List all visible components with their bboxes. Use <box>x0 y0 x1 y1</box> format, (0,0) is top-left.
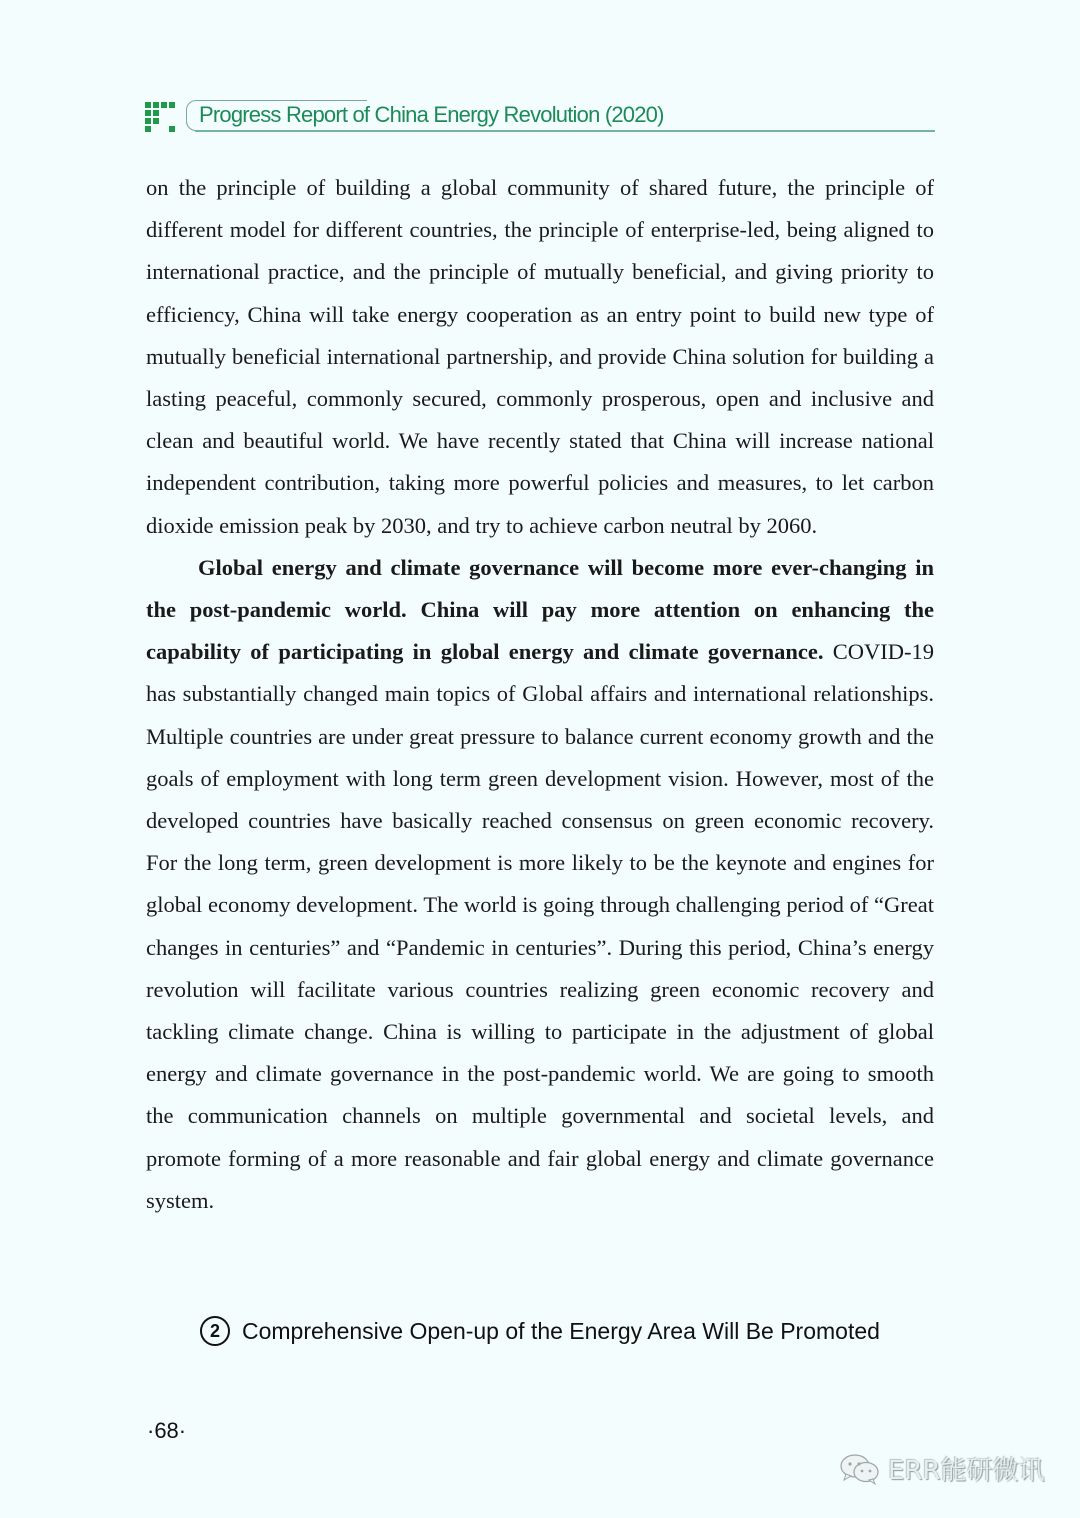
page-number: ·68· <box>147 1418 187 1443</box>
title-frame-corner <box>186 112 199 131</box>
header-title: Progress Report of China Energy Revolution (2020) <box>199 102 664 127</box>
header-rule <box>195 130 935 132</box>
section-number-circle: 2 <box>200 1316 230 1346</box>
section-heading-text: Comprehensive Open-up of the Energy Area Will Be Promoted <box>242 1317 880 1344</box>
wechat-icon <box>838 1452 882 1486</box>
body-text <box>146 167 934 1222</box>
paragraph-2-bold-lead: Global energy and climate governance will become more ever-changing in the post-pandemic world. China will pay more attention on enhancing the capability of participating in global energy and climate governance. <box>146 554 934 665</box>
running-header <box>145 100 935 134</box>
paragraph-1-text: on the principle of building a global community of shared future, the principle of different model for different countries, the principle of enterprise-led, being aligned to international practice, and the principle of mutually beneficial, and giving priority to efficiency, China will take energy cooperation as an entry point to build new type of mutually beneficial international partnership, and provide China solution for building a lasting peaceful, commonly secured, commonly prosperous, open and inclusive and clean and beautiful world. We have recently stated that China will increase national independent contribution, taking more powerful policies and measures, to let carbon dioxide emission peak by 2030, and try to achieve carbon neutral by 2060. <box>146 175 934 538</box>
paragraph-2 <box>146 547 934 1222</box>
paragraph-1 <box>146 167 934 547</box>
paragraph-2-text: COVID-19 has substantially changed main topics of Global affairs and international relationships. Multiple countries are under great pressure to balance current economy growth and the goals of employment with long term green development vision. However, most of the developed countries have basically reached consensus on green economic recovery. For the long term, green development is more likely to be the keynote and engines for global economy development. The world is going through challenging period of “Great changes in centuries” and “Pandemic in centuries”. During this period, China’s energy revolution will facilitate various countries realizing green economic recovery and tackling climate change. China is willing to participate in the adjustment of global energy and climate governance in the post-pandemic world. We are going to smooth the communication channels on multiple governmental and societal levels, and promote forming of a more reasonable and fair global energy and climate governance system. <box>146 639 934 1213</box>
section-heading <box>200 1316 934 1346</box>
watermark <box>838 1450 1045 1487</box>
watermark-text: ERR能研微讯 <box>888 1456 1045 1486</box>
report-logo-icon <box>145 102 177 132</box>
